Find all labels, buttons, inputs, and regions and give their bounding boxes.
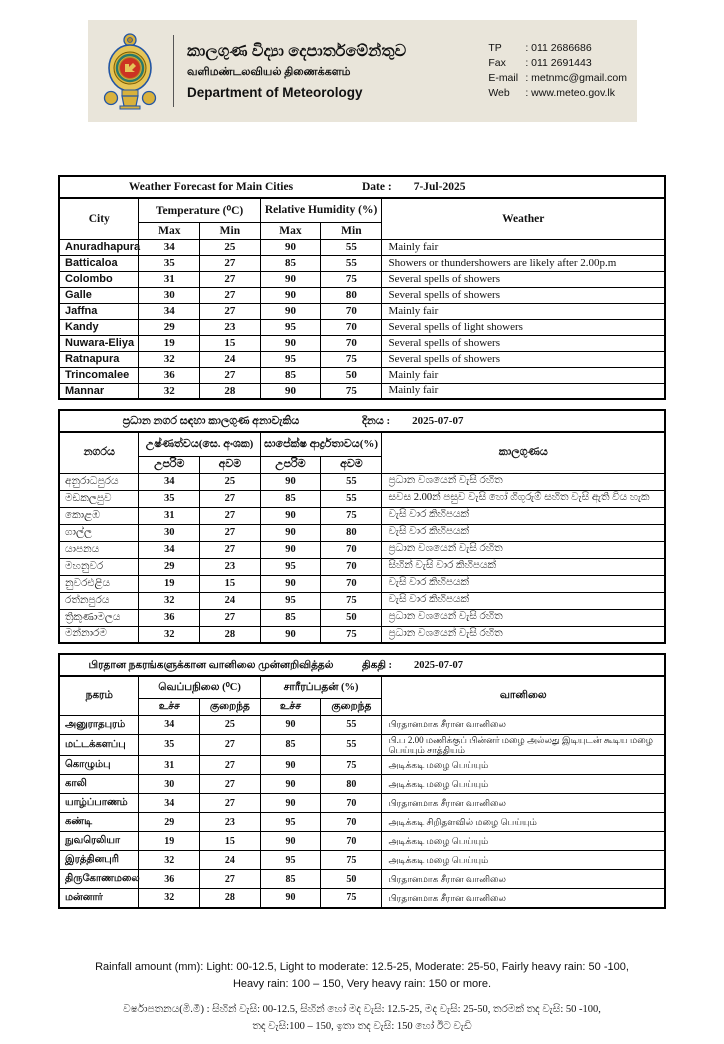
- value-cell: 27: [200, 734, 261, 756]
- value-cell: 90: [260, 756, 321, 775]
- value-cell: 70: [321, 303, 382, 319]
- weather-cell: සවස 2.00න් පසුව වැසි හෝ ගිගුරුම් සහිත වැසි ඇති විය හැක: [382, 490, 665, 507]
- city-cell: Anuradhapura: [59, 239, 139, 255]
- value-cell: 15: [200, 575, 261, 592]
- rh-max-header: Max: [260, 222, 321, 239]
- value-cell: 90: [260, 507, 321, 524]
- value-cell: 27: [200, 303, 261, 319]
- value-cell: 55: [321, 734, 382, 756]
- city-cell: කොළඹ: [59, 507, 139, 524]
- email-value[interactable]: : metnmc@gmail.com: [525, 72, 627, 84]
- value-cell: 28: [200, 889, 261, 908]
- rainfall-legend-english: [0, 959, 724, 993]
- value-cell: 27: [200, 870, 261, 889]
- value-cell: 23: [200, 813, 261, 832]
- value-cell: 15: [200, 832, 261, 851]
- value-cell: 27: [200, 367, 261, 383]
- value-cell: 90: [260, 775, 321, 794]
- weather-cell: Mainly fair: [382, 367, 665, 383]
- weather-cell: වැසි වාර කිහිපයක්: [382, 507, 665, 524]
- weather-table-tamil: [58, 653, 666, 909]
- weather-cell: அடிக்கடி மழை பெய்யும்: [382, 851, 665, 870]
- value-cell: 30: [139, 524, 200, 541]
- table-row: [59, 592, 665, 609]
- table-row: [59, 889, 665, 908]
- email-label: E-mail: [488, 72, 519, 84]
- value-cell: 55: [321, 490, 382, 507]
- value-cell: 75: [321, 271, 382, 287]
- temp-max-header: උපරිම: [139, 456, 200, 473]
- rh-max-header: උපරිම: [260, 456, 321, 473]
- table-row: [59, 490, 665, 507]
- value-cell: 27: [200, 287, 261, 303]
- value-cell: 34: [139, 303, 200, 319]
- dept-title-sinhala: කාලගුණ විද්‍යා දෙපාර්තමේන්තුව: [187, 42, 407, 60]
- city-cell: මහනුවර: [59, 558, 139, 575]
- value-cell: 32: [139, 383, 200, 399]
- value-cell: 75: [321, 756, 382, 775]
- table-row: [59, 319, 665, 335]
- value-cell: 75: [321, 592, 382, 609]
- rainfall-legend-sinhala: [0, 1002, 724, 1036]
- city-cell: Galle: [59, 287, 139, 303]
- value-cell: 85: [260, 734, 321, 756]
- table-row: [59, 575, 665, 592]
- value-cell: 24: [200, 351, 261, 367]
- col-humidity-header: சாரீரப்பதன் (%): [260, 676, 382, 698]
- value-cell: 90: [260, 889, 321, 908]
- value-cell: 32: [139, 592, 200, 609]
- value-cell: 29: [139, 558, 200, 575]
- contact-web: [488, 86, 627, 101]
- value-cell: 90: [260, 715, 321, 734]
- col-temperature-header: வெப்பநிலை (⁰C): [139, 676, 260, 698]
- table-header-row: [59, 676, 665, 698]
- city-cell: மட்டக்களப்பு: [59, 734, 139, 756]
- city-cell: ත්‍රිකුණාමලය: [59, 609, 139, 626]
- value-cell: 29: [139, 813, 200, 832]
- value-cell: 19: [139, 335, 200, 351]
- header-band: [88, 20, 637, 122]
- value-cell: 30: [139, 775, 200, 794]
- table-row: [59, 271, 665, 287]
- table-row: [59, 715, 665, 734]
- city-cell: இரத்தினபுரி: [59, 851, 139, 870]
- table-title-row: [59, 410, 665, 432]
- city-cell: காலி: [59, 775, 139, 794]
- date-label: Date :: [362, 181, 392, 193]
- value-cell: 27: [200, 507, 261, 524]
- table-row: [59, 756, 665, 775]
- contact-tp: [488, 41, 627, 56]
- value-cell: 34: [139, 473, 200, 490]
- city-cell: மன்னார்: [59, 889, 139, 908]
- table-row: [59, 303, 665, 319]
- value-cell: 32: [139, 851, 200, 870]
- value-cell: 35: [139, 734, 200, 756]
- weather-cell: Mainly fair: [382, 303, 665, 319]
- weather-cell: அடிக்கடி சிறிதளவில் மழை பெய்யும்: [382, 813, 665, 832]
- weather-cell: ප්‍රධාන වශයෙන් වැසි රහිත: [382, 626, 665, 643]
- rh-min-header: Min: [321, 222, 382, 239]
- value-cell: 80: [321, 524, 382, 541]
- value-cell: 70: [321, 813, 382, 832]
- weather-cell: Several spells of showers: [382, 351, 665, 367]
- city-cell: Ratnapura: [59, 351, 139, 367]
- web-label: Web: [488, 87, 510, 100]
- weather-cell: Several spells of light showers: [382, 319, 665, 335]
- value-cell: 31: [139, 756, 200, 775]
- temp-max-header: உச்ச: [139, 698, 200, 715]
- city-cell: Nuwara-Eliya: [59, 335, 139, 351]
- value-cell: 85: [260, 367, 321, 383]
- weather-cell: Several spells of showers: [382, 287, 665, 303]
- value-cell: 27: [200, 794, 261, 813]
- weather-cell: සිහින් වැසි වාර කිහිපයක්: [382, 558, 665, 575]
- value-cell: 90: [260, 239, 321, 255]
- weather-cell: ප්‍රධාන වශයෙන් වැසි රහිත: [382, 541, 665, 558]
- value-cell: 34: [139, 715, 200, 734]
- city-cell: මන්නාරම: [59, 626, 139, 643]
- contact-email: [488, 71, 627, 86]
- value-cell: 29: [139, 319, 200, 335]
- weather-cell: பிரதானமாக சீரான வானிலை: [382, 870, 665, 889]
- table-row: [59, 383, 665, 399]
- dept-title-tamil: வளிமண்டலவியல் திணைக்களம்: [187, 65, 351, 78]
- city-cell: திருகோணமலை: [59, 870, 139, 889]
- value-cell: 90: [260, 303, 321, 319]
- city-cell: யாழ்ப்பாணம்: [59, 794, 139, 813]
- value-cell: 24: [200, 851, 261, 870]
- fax-value: : 011 2691443: [525, 56, 592, 69]
- value-cell: 50: [321, 367, 382, 383]
- value-cell: 32: [139, 351, 200, 367]
- value-cell: 30: [139, 287, 200, 303]
- table-row: [59, 335, 665, 351]
- value-cell: 28: [200, 626, 261, 643]
- table-row: [59, 794, 665, 813]
- value-cell: 70: [321, 319, 382, 335]
- forecast-tables: [58, 175, 666, 909]
- table-row: [59, 870, 665, 889]
- value-cell: 55: [321, 255, 382, 271]
- city-cell: அனுராதபுரம்: [59, 715, 139, 734]
- value-cell: 95: [260, 319, 321, 335]
- table-row: [59, 367, 665, 383]
- value-cell: 32: [139, 889, 200, 908]
- value-cell: 90: [260, 335, 321, 351]
- weather-table-english: [58, 175, 666, 400]
- value-cell: 75: [321, 351, 382, 367]
- sri-lanka-emblem-icon: [102, 32, 158, 110]
- weather-cell: பிரதானமாக சீரான வானிலை: [382, 889, 665, 908]
- table-row: [59, 813, 665, 832]
- value-cell: 31: [139, 507, 200, 524]
- header-divider: [173, 35, 174, 107]
- value-cell: 35: [139, 255, 200, 271]
- table-row: [59, 775, 665, 794]
- value-cell: 27: [200, 775, 261, 794]
- weather-table-sinhala: [58, 409, 666, 644]
- value-cell: 90: [260, 626, 321, 643]
- contact-block: [488, 41, 627, 102]
- col-city-header: நகரம்: [59, 676, 139, 715]
- value-cell: 75: [321, 383, 382, 399]
- value-cell: 95: [260, 851, 321, 870]
- table-header-row: [59, 432, 665, 456]
- value-cell: 50: [321, 870, 382, 889]
- value-cell: 55: [321, 239, 382, 255]
- city-cell: අනුරාධපුරය: [59, 473, 139, 490]
- value-cell: 50: [321, 609, 382, 626]
- weather-cell: பி.ப 2.00 மணிக்குப் பின்னர் மழை அல்லது இடியுடன் கூடிய மழை பெய்யும் சாத்தியம்: [382, 734, 665, 756]
- value-cell: 24: [200, 592, 261, 609]
- value-cell: 90: [260, 473, 321, 490]
- weather-cell: பிரதானமாக சீரான வானிலை: [382, 715, 665, 734]
- value-cell: 27: [200, 541, 261, 558]
- table-row: [59, 255, 665, 271]
- col-temperature-header: Temperature (⁰C): [139, 198, 260, 222]
- value-cell: 27: [200, 271, 261, 287]
- value-cell: 32: [139, 626, 200, 643]
- value-cell: 36: [139, 609, 200, 626]
- value-cell: 95: [260, 813, 321, 832]
- value-cell: 75: [321, 851, 382, 870]
- dept-title-english: Department of Meteorology: [187, 84, 363, 100]
- value-cell: 75: [321, 889, 382, 908]
- weather-cell: වැසි වාර කිහිපයක්: [382, 524, 665, 541]
- value-cell: 90: [260, 794, 321, 813]
- col-weather-header: வானிலை: [382, 676, 665, 715]
- weather-cell: Several spells of showers: [382, 271, 665, 287]
- value-cell: 23: [200, 558, 261, 575]
- rainfall-legend-english-line2: Heavy rain: 100 – 150, Very heavy rain: 150 or more.: [232, 977, 492, 990]
- temp-min-header: Min: [200, 222, 261, 239]
- contact-fax: [488, 56, 627, 71]
- value-cell: 55: [321, 715, 382, 734]
- city-cell: நுவரெலியா: [59, 832, 139, 851]
- date-value: 2025-07-07: [412, 415, 464, 427]
- table-title-row: [59, 654, 665, 676]
- value-cell: 85: [260, 609, 321, 626]
- value-cell: 28: [200, 383, 261, 399]
- value-cell: 70: [321, 794, 382, 813]
- col-city-header: නගරය: [59, 432, 139, 473]
- city-cell: Mannar: [59, 383, 139, 399]
- table-row: [59, 558, 665, 575]
- weather-cell: Mainly fair: [382, 239, 665, 255]
- value-cell: 85: [260, 870, 321, 889]
- value-cell: 27: [200, 756, 261, 775]
- value-cell: 90: [260, 541, 321, 558]
- rh-min-header: අවම: [321, 456, 382, 473]
- value-cell: 75: [321, 507, 382, 524]
- table-row: [59, 609, 665, 626]
- weather-cell: ප්‍රධාන වශයෙන් වැසි රහිත: [382, 609, 665, 626]
- rainfall-legend-sinhala-line2: තද වැසි:100 – 150, ඉතා තද වැසි: 150 හෝ ඊට වැඩි: [252, 1020, 472, 1032]
- value-cell: 25: [200, 473, 261, 490]
- table-row: [59, 541, 665, 558]
- value-cell: 95: [260, 558, 321, 575]
- table-title-sinhala: ප්‍රධාන නගර සඳහා කාලගුණ අනාවැකිය: [122, 414, 300, 427]
- table-row: [59, 473, 665, 490]
- weather-cell: ප්‍රධාන වශයෙන් වැසි රහිත: [382, 473, 665, 490]
- temp-min-header: අවම: [200, 456, 261, 473]
- web-value[interactable]: : www.meteo.gov.lk: [525, 87, 615, 100]
- value-cell: 70: [321, 558, 382, 575]
- table-title-english: Weather Forecast for Main Cities: [128, 181, 294, 193]
- value-cell: 95: [260, 592, 321, 609]
- table-header-row: [59, 198, 665, 222]
- value-cell: 90: [260, 271, 321, 287]
- temp-max-header: Max: [139, 222, 200, 239]
- weather-cell: அடிக்கடி மழை பெய்யும்: [382, 775, 665, 794]
- value-cell: 80: [321, 775, 382, 794]
- city-cell: රත්නපුරය: [59, 592, 139, 609]
- value-cell: 90: [260, 832, 321, 851]
- value-cell: 70: [321, 832, 382, 851]
- value-cell: 70: [321, 575, 382, 592]
- city-cell: නුවරඑළිය: [59, 575, 139, 592]
- rh-min-header: குறைந்த: [321, 698, 382, 715]
- weather-cell: Several spells of showers: [382, 335, 665, 351]
- table-row: [59, 626, 665, 643]
- date-value: 7-Jul-2025: [413, 181, 466, 193]
- city-cell: Trincomalee: [59, 367, 139, 383]
- value-cell: 27: [200, 609, 261, 626]
- value-cell: 19: [139, 832, 200, 851]
- value-cell: 85: [260, 490, 321, 507]
- value-cell: 25: [200, 239, 261, 255]
- weather-cell: பிரதானமாக சீரான வானிலை: [382, 794, 665, 813]
- table-row: [59, 524, 665, 541]
- value-cell: 90: [260, 524, 321, 541]
- value-cell: 35: [139, 490, 200, 507]
- value-cell: 27: [200, 524, 261, 541]
- table-row: [59, 734, 665, 756]
- col-humidity-header: සාපේක්ෂ ආර්ද්‍රතාවය(%): [260, 432, 382, 456]
- table-row: [59, 239, 665, 255]
- value-cell: 90: [260, 575, 321, 592]
- value-cell: 15: [200, 335, 261, 351]
- col-weather-header: Weather: [382, 198, 665, 239]
- city-cell: Batticaloa: [59, 255, 139, 271]
- weather-cell: වැසි වාර කිහිපයක්: [382, 592, 665, 609]
- value-cell: 70: [321, 335, 382, 351]
- city-cell: Jaffna: [59, 303, 139, 319]
- rainfall-legend-sinhala-line1: වර්ෂාපතනය(මි.මී) : සිහින් වැසි: 00-12.5, සිහින් හෝ මද වැසි: 12.5-25, මද වැසි: 25-50, තරමක් තද වැසි: 50 -100,: [123, 1003, 601, 1015]
- rainfall-legend-english-line1: Rainfall amount (mm): Light: 00-12.5, Light to moderate: 12.5-25, Moderate: 25-50, Fairly heavy rain: 50 -100,: [95, 960, 629, 973]
- city-cell: கொழும்பு: [59, 756, 139, 775]
- value-cell: 85: [260, 255, 321, 271]
- table-row: [59, 832, 665, 851]
- table-title-row: [59, 176, 665, 198]
- tp-value: : 011 2686686: [525, 41, 592, 54]
- value-cell: 70: [321, 541, 382, 558]
- value-cell: 25: [200, 715, 261, 734]
- table-title-tamil: பிரதான நகரங்களுக்கான வானிலை முன்னறிவித்தல்: [88, 659, 334, 671]
- value-cell: 90: [260, 383, 321, 399]
- city-cell: ගාල්ල: [59, 524, 139, 541]
- weather-cell: அடிக்கடி மழை பெய்யும்: [382, 832, 665, 851]
- department-titles: [187, 43, 479, 100]
- rainfall-legend: [0, 959, 724, 1036]
- tp-label: TP: [488, 41, 502, 54]
- city-cell: கண்டி: [59, 813, 139, 832]
- city-cell: Colombo: [59, 271, 139, 287]
- weather-cell: Mainly fair: [382, 383, 665, 399]
- value-cell: 27: [200, 255, 261, 271]
- col-temperature-header: උෂ්ණත්වය(සෙ. අංශක): [139, 432, 260, 456]
- table-row: [59, 351, 665, 367]
- temp-min-header: குறைந்த: [200, 698, 261, 715]
- value-cell: 75: [321, 626, 382, 643]
- weather-cell: அடிக்கடி மழை பெய்யும்: [382, 756, 665, 775]
- value-cell: 90: [260, 287, 321, 303]
- date-label: දිනය :: [362, 414, 391, 427]
- value-cell: 36: [139, 367, 200, 383]
- table-row: [59, 507, 665, 524]
- weather-cell: වැසි වාර කිහිපයක්: [382, 575, 665, 592]
- col-weather-header: කාලගුණය: [382, 432, 665, 473]
- value-cell: 80: [321, 287, 382, 303]
- city-cell: මඩකලපුව: [59, 490, 139, 507]
- value-cell: 95: [260, 351, 321, 367]
- value-cell: 34: [139, 794, 200, 813]
- date-value: 2025-07-07: [414, 659, 464, 671]
- weather-cell: Showers or thundershowers are likely after 2.00p.m: [382, 255, 665, 271]
- value-cell: 34: [139, 541, 200, 558]
- col-humidity-header: Relative Humidity (%): [260, 198, 382, 222]
- value-cell: 34: [139, 239, 200, 255]
- value-cell: 23: [200, 319, 261, 335]
- table-row: [59, 851, 665, 870]
- value-cell: 19: [139, 575, 200, 592]
- col-city-header: City: [59, 198, 139, 239]
- rh-max-header: உச்ச: [260, 698, 321, 715]
- city-cell: Kandy: [59, 319, 139, 335]
- value-cell: 31: [139, 271, 200, 287]
- date-label: திகதி :: [362, 659, 393, 671]
- value-cell: 27: [200, 490, 261, 507]
- city-cell: යාපනය: [59, 541, 139, 558]
- fax-label: Fax: [488, 56, 506, 69]
- table-row: [59, 287, 665, 303]
- value-cell: 36: [139, 870, 200, 889]
- value-cell: 55: [321, 473, 382, 490]
